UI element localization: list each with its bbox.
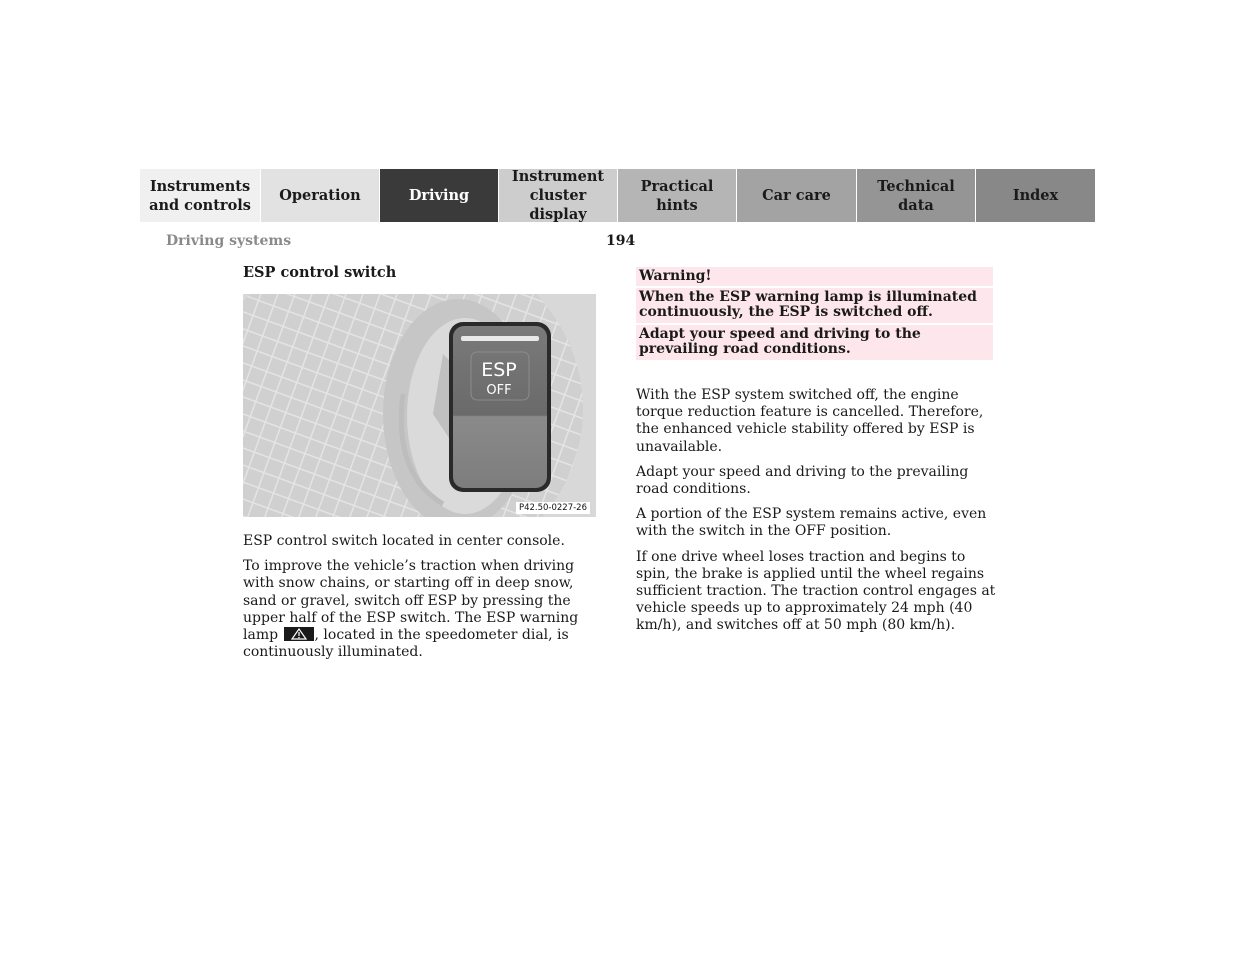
tab-technical-data[interactable] [856,169,975,222]
left-column-text [243,533,603,669]
warning-line-1: When the ESP warning lamp is illuminated continuously, the ESP is switched off. [636,286,993,323]
paragraph-text: To improve the vehicle’s traction when driving with snow chains, or starting off in deep snow, sand or gravel, switch off ESP by pressing the upper half of the ESP switch. The ESP warning lamp [243,558,579,644]
section-heading: ESP control switch [243,264,397,281]
section-title: Driving systems [166,233,292,249]
paragraph: Adapt your speed and driving to the prevailing road conditions. [636,463,969,498]
paragraph-text: , located in the speedometer dial, is continuously illuminated. [243,627,569,661]
warning-box [636,267,993,360]
tab-instrument-cluster-display[interactable] [498,169,617,222]
tire-and-switch-drawing [243,294,596,517]
warning-lamp-icon [284,627,314,641]
chapter-navigation [140,169,1095,222]
esp-switch-illustration [243,294,596,517]
tab-label: Instruments and controls [149,177,251,214]
switch-label-bottom: OFF [486,383,512,398]
tab-driving[interactable] [379,169,498,222]
traction-paragraph [243,558,603,661]
switch-label-top: ESP [481,359,517,381]
paragraph: If one drive wheel loses traction and begins to spin, the brake is applied until the wheel regains sufficient traction. The traction control engages at vehicle speeds up to approximately 24 mph (40 km/h), and switches off at 50 mph (80 km/h). [636,548,996,634]
tab-label: Practical hints [640,177,714,214]
figure-code: P42.50-0227-26 [516,502,590,514]
right-column-text [636,387,996,643]
paragraph: A portion of the ESP system remains active, even with the switch in the OFF position. [636,506,987,540]
tab-label: Instrument cluster display [511,168,605,223]
tab-index[interactable] [975,169,1095,222]
figure-caption: ESP control switch located in center console. [243,533,565,549]
tab-instruments-and-controls[interactable] [140,169,260,222]
tab-label: Driving [408,187,470,204]
tab-car-care[interactable] [736,169,856,222]
warning-title: Warning! [639,268,712,284]
tab-operation[interactable] [260,169,379,222]
tab-label: Index [1012,187,1059,204]
warning-line-2: Adapt your speed and driving to the prevailing road conditions. [636,323,993,360]
page-number: 194 [606,233,636,249]
tab-label: Operation [279,187,361,204]
tab-label: Technical data [877,177,955,214]
paragraph: With the ESP system switched off, the engine torque reduction feature is cancelled. Therefore, the enhanced vehicle stability offered by ESP is unavailable. [636,387,984,455]
tab-label: Car care [762,187,831,204]
tab-practical-hints[interactable] [617,169,736,222]
